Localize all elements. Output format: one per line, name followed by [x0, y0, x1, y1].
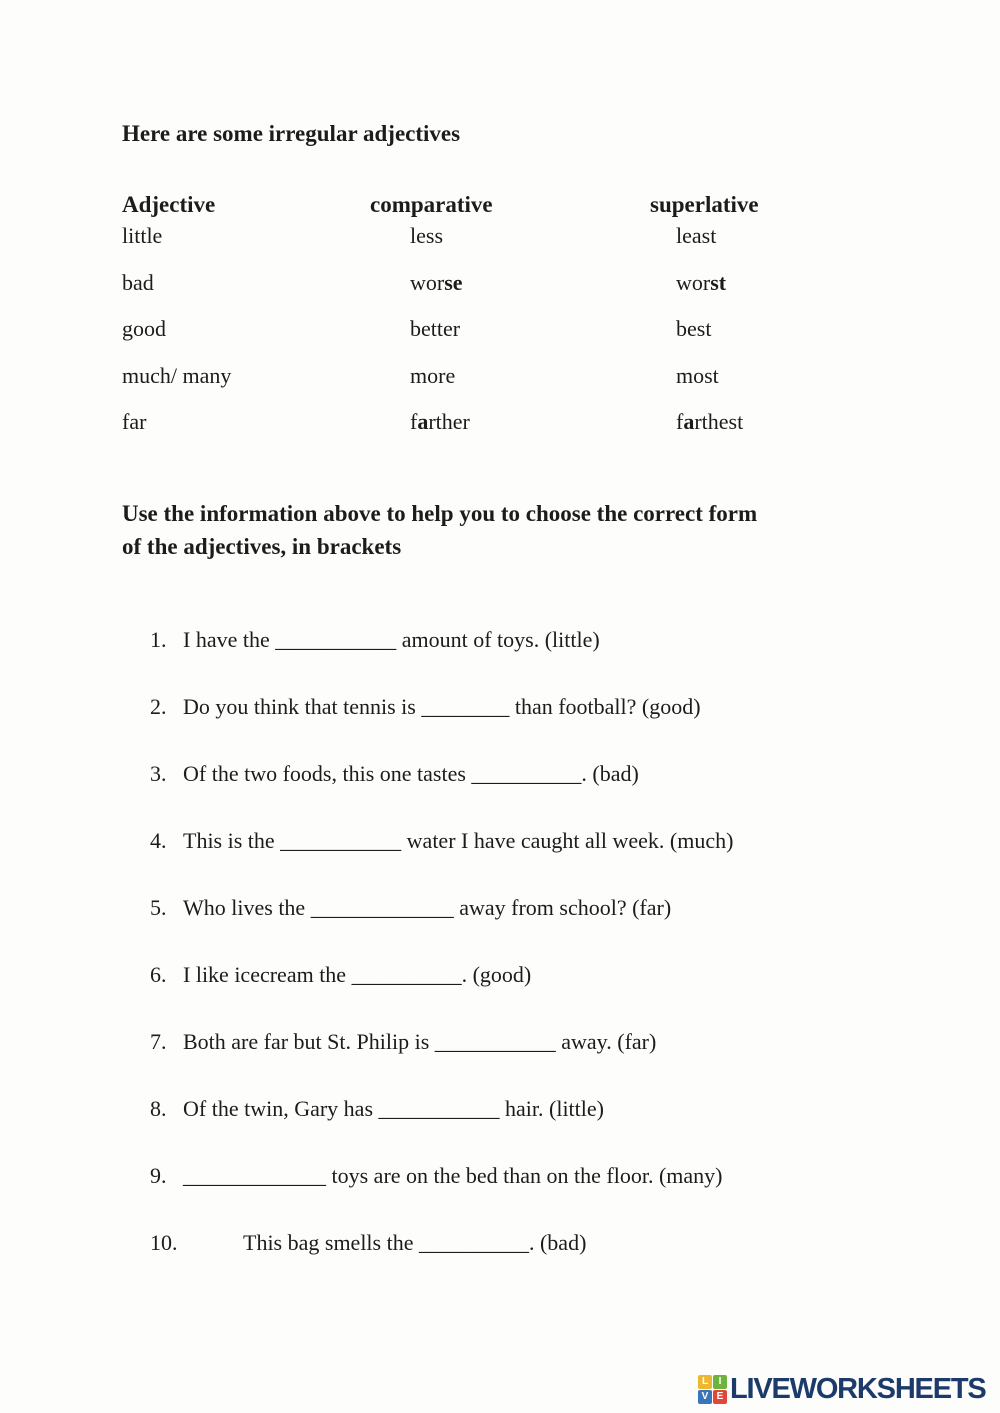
- item-text: This bag smells the: [243, 1230, 419, 1255]
- item-number: 1.: [150, 627, 167, 652]
- table-row: [0, 223, 1000, 249]
- item-text: Who lives the: [183, 895, 311, 920]
- exercise-item-6: [150, 962, 970, 1029]
- superlative-cell: worst: [676, 270, 727, 295]
- item-number: 8.: [150, 1096, 167, 1121]
- comparative-cell: farther: [410, 409, 470, 434]
- item-text: hair. (little): [499, 1096, 604, 1121]
- liveworksheets-wordmark: LIVEWORKSHEETS: [730, 1373, 986, 1405]
- item-number: 7.: [150, 1029, 167, 1054]
- logo-tile-v-icon: V: [698, 1390, 712, 1404]
- exercise-item-9: [150, 1163, 970, 1230]
- instructions-heading: [122, 497, 757, 563]
- exercise-item-4: [150, 828, 970, 895]
- comparative-cell: better: [410, 316, 461, 341]
- superlative-cell: best: [676, 316, 712, 341]
- item-text: Both are far but St. Philip is: [183, 1029, 435, 1054]
- answer-blank[interactable]: __________: [351, 962, 462, 987]
- exercise-item-7: [150, 1029, 970, 1096]
- answer-blank[interactable]: __________: [418, 1230, 529, 1255]
- comparative-cell: less: [410, 223, 443, 248]
- item-text: away from school? (far): [453, 895, 672, 920]
- adjective-cell: bad: [122, 270, 154, 295]
- adjective-cell: little: [122, 223, 163, 248]
- logo-tile-l-icon: L: [698, 1375, 712, 1389]
- liveworksheets-tiles-icon: [698, 1375, 727, 1404]
- logo-tile-i-icon: I: [713, 1375, 727, 1389]
- answer-blank[interactable]: ___________: [280, 828, 402, 853]
- adjective-cell: good: [122, 316, 166, 341]
- liveworksheets-logo[interactable]: [698, 1373, 986, 1406]
- exercise-item-3: [150, 761, 970, 828]
- exercise-item-1: [150, 627, 970, 694]
- comparative-cell: worse: [410, 270, 463, 295]
- instructions-line-1: Use the information above to help you to choose the correct form: [122, 501, 758, 526]
- table-row: [0, 363, 1000, 389]
- item-text: away. (far): [555, 1029, 657, 1054]
- item-text: than football? (good): [509, 694, 701, 719]
- exercise-item-10: [150, 1230, 970, 1297]
- superlative-cell: farthest: [676, 409, 744, 434]
- table-header-adjective: Adjective: [122, 192, 216, 217]
- superlative-cell: least: [676, 223, 717, 248]
- item-number: 3.: [150, 761, 167, 786]
- item-number: 10.: [150, 1230, 178, 1255]
- answer-blank[interactable]: _____________: [183, 1163, 326, 1188]
- table-header-comparative: comparative: [370, 192, 493, 217]
- superlative-cell: most: [676, 363, 719, 388]
- adjective-cell: far: [122, 409, 147, 434]
- item-text: Do you think that tennis is: [183, 694, 422, 719]
- item-number: 4.: [150, 828, 167, 853]
- item-text: . (bad): [581, 761, 639, 786]
- table-header-superlative: superlative: [650, 192, 759, 217]
- comparative-cell: more: [410, 363, 456, 388]
- answer-blank[interactable]: ___________: [275, 627, 397, 652]
- answer-blank[interactable]: _____________: [310, 895, 454, 920]
- answer-blank[interactable]: ___________: [434, 1029, 556, 1054]
- item-text: . (bad): [528, 1230, 587, 1255]
- item-number: 5.: [150, 895, 167, 920]
- intro-heading: Here are some irregular adjectives: [122, 121, 461, 146]
- exercise-item-8: [150, 1096, 970, 1163]
- item-text: water I have caught all week. (much): [401, 828, 734, 853]
- item-text: . (good): [461, 962, 532, 987]
- table-row: [0, 409, 1000, 435]
- logo-tile-e-icon: E: [713, 1390, 727, 1404]
- table-row: [0, 270, 1000, 296]
- item-text: Of the twin, Gary has: [183, 1096, 379, 1121]
- answer-blank[interactable]: __________: [471, 761, 582, 786]
- exercise-item-2: [150, 694, 970, 761]
- item-number: 9.: [150, 1163, 167, 1188]
- table-header-row: [0, 192, 1000, 218]
- answer-blank[interactable]: ___________: [378, 1096, 500, 1121]
- table-row: [0, 316, 1000, 342]
- item-text: This is the: [183, 828, 281, 853]
- item-text: toys are on the bed than on the floor. (many): [326, 1163, 723, 1188]
- adjective-cell: much/ many: [122, 363, 232, 388]
- item-text: Of the two foods, this one tastes: [183, 761, 472, 786]
- item-number: 2.: [150, 694, 167, 719]
- answer-blank[interactable]: ________: [421, 694, 510, 719]
- exercise-list: [150, 627, 970, 1297]
- item-text: I have the: [183, 627, 276, 652]
- item-number: 6.: [150, 962, 167, 987]
- instructions-line-2: of the adjectives, in brackets: [122, 534, 402, 559]
- item-text: amount of toys. (little): [396, 627, 600, 652]
- exercise-item-5: [150, 895, 970, 962]
- item-text: I like icecream the: [183, 962, 352, 987]
